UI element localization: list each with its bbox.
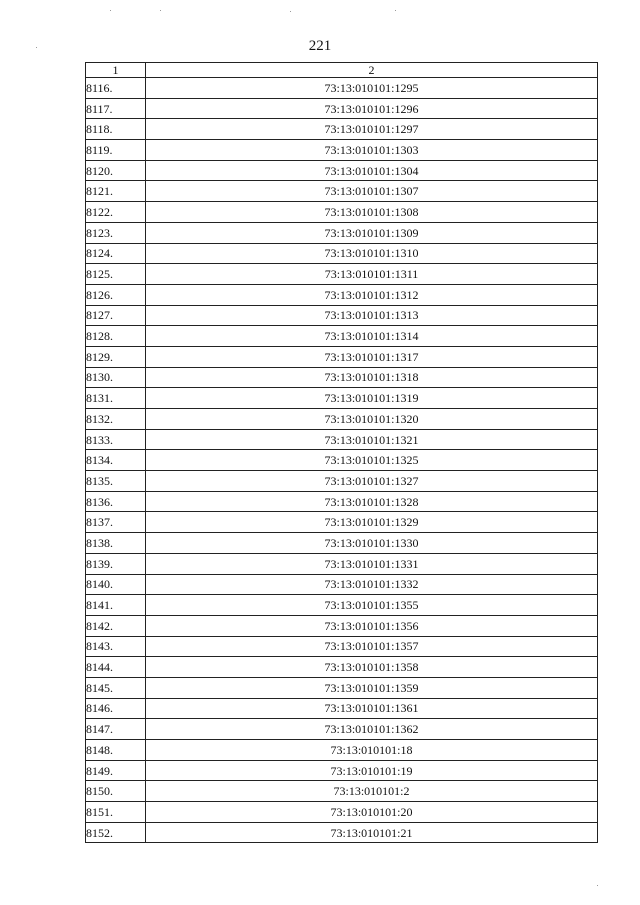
cadastral-number-table bbox=[85, 62, 598, 843]
row-number-cell: 8128. bbox=[86, 326, 146, 347]
cadastral-number-cell: 73:13:010101:1296 bbox=[146, 98, 598, 119]
row-number-cell: 8123. bbox=[86, 222, 146, 243]
table-row bbox=[86, 450, 598, 471]
table-row bbox=[86, 78, 598, 99]
row-number-cell: 8133. bbox=[86, 429, 146, 450]
table-row bbox=[86, 698, 598, 719]
cadastral-number-cell: 73:13:010101:1327 bbox=[146, 471, 598, 492]
table-row bbox=[86, 533, 598, 554]
table-row bbox=[86, 409, 598, 430]
cadastral-number-cell: 73:13:010101:1359 bbox=[146, 677, 598, 698]
table-row bbox=[86, 677, 598, 698]
cadastral-number-cell: 73:13:010101:1357 bbox=[146, 636, 598, 657]
table-row bbox=[86, 264, 598, 285]
row-number-cell: 8145. bbox=[86, 677, 146, 698]
table-row bbox=[86, 388, 598, 409]
cadastral-number-cell: 73:13:010101:1303 bbox=[146, 140, 598, 161]
row-number-cell: 8135. bbox=[86, 471, 146, 492]
table-row bbox=[86, 140, 598, 161]
row-number-cell: 8152. bbox=[86, 822, 146, 843]
scan-speck bbox=[395, 10, 396, 11]
table-row bbox=[86, 822, 598, 843]
cadastral-number-cell: 73:13:010101:1297 bbox=[146, 119, 598, 140]
cadastral-number-cell: 73:13:010101:1304 bbox=[146, 160, 598, 181]
row-number-cell: 8130. bbox=[86, 367, 146, 388]
table-row bbox=[86, 553, 598, 574]
table-row bbox=[86, 367, 598, 388]
row-number-cell: 8119. bbox=[86, 140, 146, 161]
table-body bbox=[86, 78, 598, 843]
table-row bbox=[86, 160, 598, 181]
table-row bbox=[86, 740, 598, 761]
row-number-cell: 8143. bbox=[86, 636, 146, 657]
cadastral-number-cell: 73:13:010101:1310 bbox=[146, 243, 598, 264]
cadastral-number-cell: 73:13:010101:1312 bbox=[146, 284, 598, 305]
row-number-cell: 8122. bbox=[86, 202, 146, 223]
column-header-number: 1 bbox=[86, 63, 146, 78]
row-number-cell: 8147. bbox=[86, 719, 146, 740]
cadastral-number-cell: 73:13:010101:1307 bbox=[146, 181, 598, 202]
cadastral-number-cell: 73:13:010101:21 bbox=[146, 822, 598, 843]
row-number-cell: 8151. bbox=[86, 802, 146, 823]
table-row bbox=[86, 119, 598, 140]
table-row bbox=[86, 719, 598, 740]
cadastral-number-cell: 73:13:010101:1314 bbox=[146, 326, 598, 347]
table-header-row bbox=[86, 63, 598, 78]
cadastral-number-cell: 73:13:010101:1328 bbox=[146, 491, 598, 512]
row-number-cell: 8140. bbox=[86, 574, 146, 595]
row-number-cell: 8125. bbox=[86, 264, 146, 285]
table-row bbox=[86, 657, 598, 678]
cadastral-number-cell: 73:13:010101:1358 bbox=[146, 657, 598, 678]
table-row bbox=[86, 802, 598, 823]
table-row bbox=[86, 202, 598, 223]
cadastral-number-cell: 73:13:010101:1309 bbox=[146, 222, 598, 243]
table-row bbox=[86, 346, 598, 367]
scan-speck bbox=[290, 11, 291, 12]
page-number: 221 bbox=[308, 38, 332, 54]
row-number-cell: 8129. bbox=[86, 346, 146, 367]
row-number-cell: 8138. bbox=[86, 533, 146, 554]
row-number-cell: 8149. bbox=[86, 760, 146, 781]
cadastral-number-cell: 73:13:010101:20 bbox=[146, 802, 598, 823]
table-row bbox=[86, 760, 598, 781]
row-number-cell: 8120. bbox=[86, 160, 146, 181]
table-row bbox=[86, 636, 598, 657]
cadastral-number-cell: 73:13:010101:1330 bbox=[146, 533, 598, 554]
row-number-cell: 8150. bbox=[86, 781, 146, 802]
cadastral-number-cell: 73:13:010101:1321 bbox=[146, 429, 598, 450]
row-number-cell: 8137. bbox=[86, 512, 146, 533]
table-row bbox=[86, 326, 598, 347]
row-number-cell: 8134. bbox=[86, 450, 146, 471]
cadastral-number-cell: 73:13:010101:1313 bbox=[146, 305, 598, 326]
row-number-cell: 8116. bbox=[86, 78, 146, 99]
table-row bbox=[86, 491, 598, 512]
table-row bbox=[86, 222, 598, 243]
column-header-cadastral-number: 2 bbox=[146, 63, 598, 78]
cadastral-number-cell: 73:13:010101:1325 bbox=[146, 450, 598, 471]
row-number-cell: 8131. bbox=[86, 388, 146, 409]
row-number-cell: 8136. bbox=[86, 491, 146, 512]
table-row bbox=[86, 615, 598, 636]
table-row bbox=[86, 781, 598, 802]
cadastral-number-cell: 73:13:010101:1318 bbox=[146, 367, 598, 388]
cadastral-number-cell: 73:13:010101:1355 bbox=[146, 595, 598, 616]
scan-speck bbox=[160, 10, 161, 11]
cadastral-number-cell: 73:13:010101:19 bbox=[146, 760, 598, 781]
table-row bbox=[86, 243, 598, 264]
table-row bbox=[86, 284, 598, 305]
cadastral-number-cell: 73:13:010101:1356 bbox=[146, 615, 598, 636]
cadastral-number-cell: 73:13:010101:1332 bbox=[146, 574, 598, 595]
row-number-cell: 8139. bbox=[86, 553, 146, 574]
row-number-cell: 8121. bbox=[86, 181, 146, 202]
table-row bbox=[86, 574, 598, 595]
cadastral-number-cell: 73:13:010101:1308 bbox=[146, 202, 598, 223]
scan-speck bbox=[110, 10, 111, 11]
cadastral-number-cell: 73:13:010101:1320 bbox=[146, 409, 598, 430]
row-number-cell: 8142. bbox=[86, 615, 146, 636]
row-number-cell: 8146. bbox=[86, 698, 146, 719]
cadastral-number-cell: 73:13:010101:1329 bbox=[146, 512, 598, 533]
row-number-cell: 8144. bbox=[86, 657, 146, 678]
cadastral-number-cell: 73:13:010101:1331 bbox=[146, 553, 598, 574]
row-number-cell: 8118. bbox=[86, 119, 146, 140]
row-number-cell: 8148. bbox=[86, 740, 146, 761]
cadastral-number-cell: 73:13:010101:1319 bbox=[146, 388, 598, 409]
table-row bbox=[86, 429, 598, 450]
row-number-cell: 8141. bbox=[86, 595, 146, 616]
cadastral-number-cell: 73:13:010101:1361 bbox=[146, 698, 598, 719]
cadastral-number-cell: 73:13:010101:18 bbox=[146, 740, 598, 761]
table-row bbox=[86, 471, 598, 492]
table-row bbox=[86, 98, 598, 119]
cadastral-number-cell: 73:13:010101:1311 bbox=[146, 264, 598, 285]
row-number-cell: 8132. bbox=[86, 409, 146, 430]
cadastral-number-cell: 73:13:010101:1295 bbox=[146, 78, 598, 99]
scan-speck bbox=[597, 885, 598, 886]
table-row bbox=[86, 595, 598, 616]
cadastral-number-cell: 73:13:010101:1362 bbox=[146, 719, 598, 740]
row-number-cell: 8127. bbox=[86, 305, 146, 326]
row-number-cell: 8126. bbox=[86, 284, 146, 305]
row-number-cell: 8124. bbox=[86, 243, 146, 264]
cadastral-number-cell: 73:13:010101:1317 bbox=[146, 346, 598, 367]
row-number-cell: 8117. bbox=[86, 98, 146, 119]
table-row bbox=[86, 305, 598, 326]
table-row bbox=[86, 512, 598, 533]
cadastral-number-cell: 73:13:010101:2 bbox=[146, 781, 598, 802]
table-row bbox=[86, 181, 598, 202]
